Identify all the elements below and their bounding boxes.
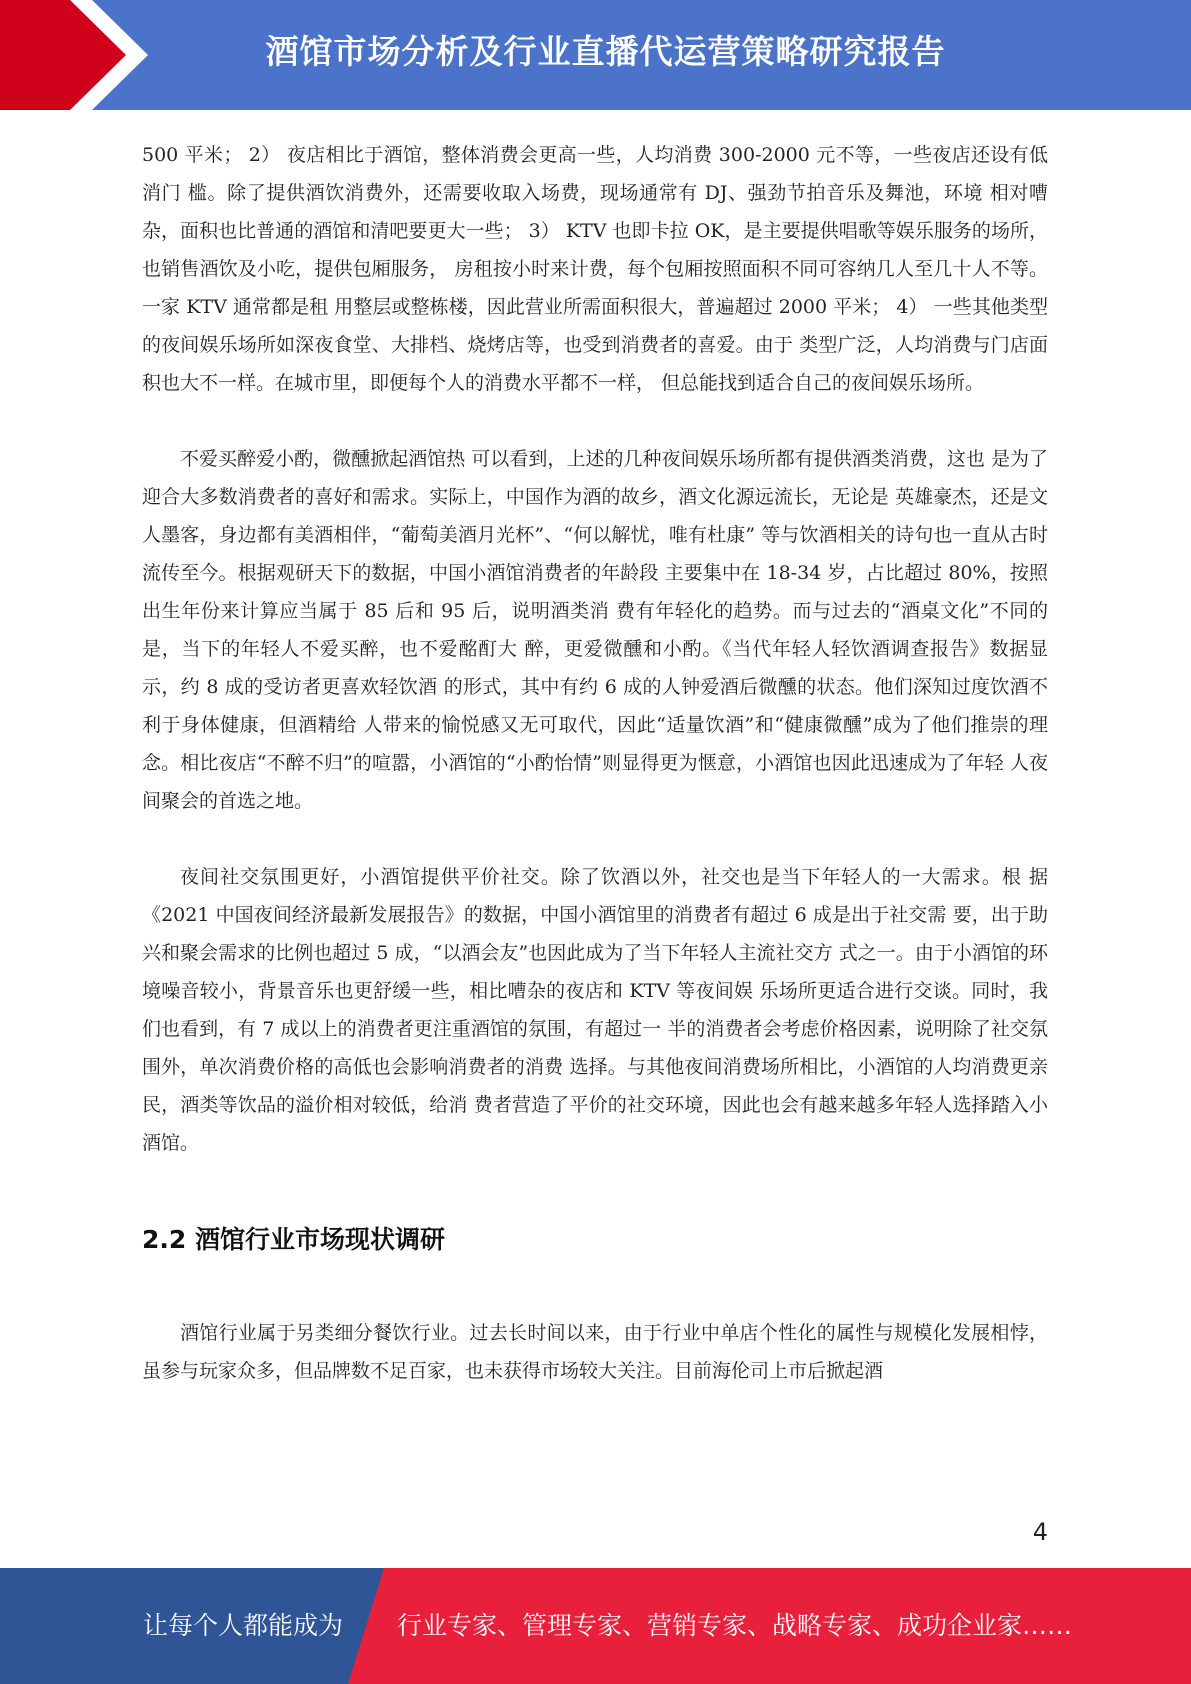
page-header [0,0,1191,110]
footer-slogan-right: 行业专家、管理专家、营销专家、战略专家、成功企业家…… [397,1611,1073,1640]
body-paragraph: 500 平米； 2） 夜店相比于酒馆，整体消费会更高一些，人均消费 300-2000 元不等，一些夜店还设有低消门 槛。除了提供酒饮消费外，还需要收取入场费，现场通常有 DJ、强劲节拍音乐及舞池，环境 相对嘈杂，面积也比普通的酒馆和清吧要更大一些； 3） KTV 也即卡拉 OK，是主要提供唱歌等娱乐服务的场所，也销售酒饮及小吃，提供包厢服务， 房租按小时来计费，每个包厢按照面积不同可容纳几人至几十人不等。一家 KTV 通常都是租 用整层或整栋楼，因此营业所需面积很大，普遍超过 2000 平米； 4） 一些其他类型的夜间娱乐场所如深夜食堂、大排档、烧烤店等，也受到消费者的喜爱。由于 类型广泛，人均消费与门店面积也大不一样。在城市里，即便每个人的消费水平都不一样， 但总能找到适合自己的夜间娱乐场所。 [142,144,1048,394]
page-number: 4 [1032,1518,1048,1546]
body-paragraph: 酒馆行业属于另类细分餐饮行业。过去长时间以来，由于行业中单店个性化的属性与规模化发展相悖，虽参与玩家众多，但品牌数不足百家，也未获得市场较大关注。目前海伦司上市后掀起酒 [142,1322,1048,1382]
section-heading: 2.2 酒馆行业市场现状调研 [142,1225,445,1254]
body-paragraph: 不爱买醉爱小酌，微醺掀起酒馆热 可以看到，上述的几种夜间娱乐场所都有提供酒类消费，这也 是为了迎合大多数消费者的喜好和需求。实际上，中国作为酒的故乡，酒文化源远流长，无论是 英雄豪杰，还是文人墨客，身边都有美酒相伴，“葡萄美酒月光杯”、“何以解忧，唯有杜康” 等与饮酒相关的诗句也一直从古时流传至今。根据观研天下的数据，中国小酒馆消费者的年龄段 主要集中在 18-34 岁，占比超过 80%，按照出生年份来计算应当属于 85 后和 95 后，说明酒类消 费有年轻化的趋势。而与过去的“酒桌文化”不同的是，当下的年轻人不爱买醉，也不爱酩酊大 醉，更爱微醺和小酌。《当代年轻人轻饮酒调查报告》数据显示，约 8 成的受访者更喜欢轻饮酒 的形式，其中有约 6 成的人钟爱酒后微醺的状态。他们深知过度饮酒不利于身体健康，但酒精给 人带来的愉悦感又无可取代，因此“适量饮酒”和“健康微醺”成为了他们推崇的理念。相比夜店“不醉不归”的喧嚣，小酒馆的“小酌怡情”则显得更为惬意，小酒馆也因此迅速成为了年轻 人夜间聚会的首选之地。 [142,448,1048,812]
footer-slogan-left: 让每个人都能成为 [143,1611,344,1640]
page-footer [0,1568,1191,1684]
body-paragraph: 夜间社交氛围更好，小酒馆提供平价社交。除了饮酒以外，社交也是当下年轻人的一大需求。根 据《2021 中国夜间经济最新发展报告》的数据，中国小酒馆里的消费者有超过 6 成是出于社交需 要，出于助兴和聚会需求的比例也超过 5 成，“以酒会友”也因此成为了当下年轻人主流社交方 式之一。由于小酒馆的环境噪音较小，背景音乐也更舒缓一些，相比嘈杂的夜店和 KTV 等夜间娱 乐场所更适合进行交谈。同时，我们也看到，有 7 成以上的消费者更注重酒馆的氛围，有超过一 半的消费者会考虑价格因素，说明除了社交氛围外，单次消费价格的高低也会影响消费者的消费 选择。与其他夜间消费场所相比，小酒馆的人均消费更亲民，酒类等饮品的溢价相对较低，给消 费者营造了平价的社交环境，因此也会有越来越多年轻人选择踏入小酒馆。 [142,866,1048,1154]
document-title: 酒馆市场分析及行业直播代运营策略研究报告 [265,32,946,71]
page-body [142,136,1048,1390]
